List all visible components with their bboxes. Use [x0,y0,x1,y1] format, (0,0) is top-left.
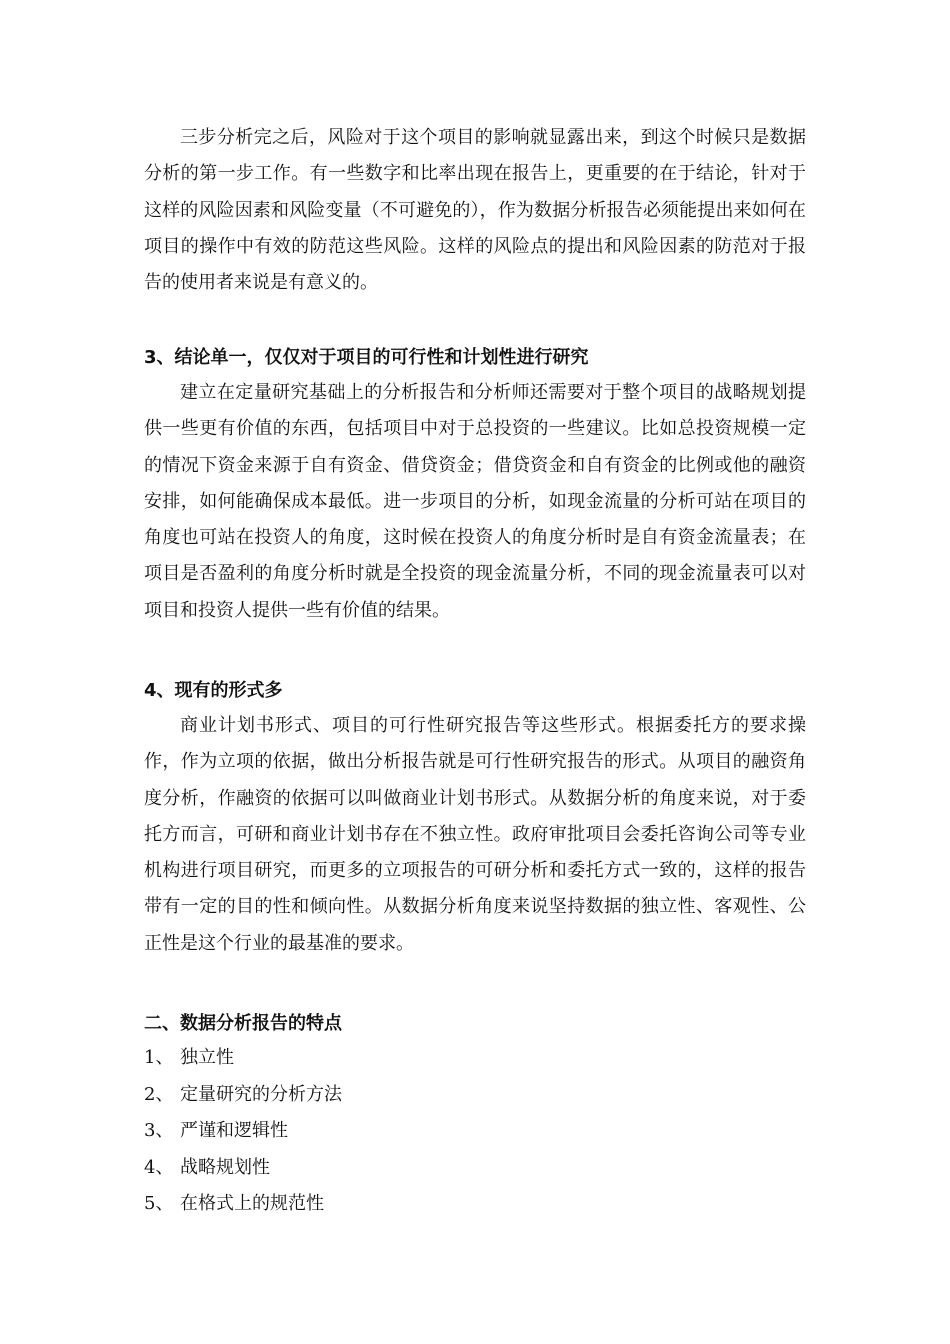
list-item-number: 5、 [144,1193,174,1215]
list-item-text: 定量研究的分析方法 [180,1083,342,1105]
section-4-paragraph: 商业计划书形式、项目的可行性研究报告等这些形式。根据委托方的要求操作，作为立项的依据，做出分析报告就是可行性研究报告的形式。从项目的融资角度分析，作融资的依据可以叫做商业计划书形式。从数据分析的角度来说，对于委托方而言，可研和商业计划书存在不独立性。政府审批项目会委托咨询公司等专业机构进行项目研究，而更多的立项报告的可研分析和委托方式一致的，这样的报告带有一定的目的性和倾向性。从数据分析角度来说坚持数据的独立性、客观性、公正性是这个行业的最基准的要求。 [144,715,806,954]
list-item-number: 1、 [144,1047,174,1068]
list-item-text: 在格式上的规范性 [180,1193,324,1215]
list-item [144,1186,342,1223]
list-item [144,1040,342,1077]
list-item-text: 独立性 [180,1047,234,1068]
list-item [144,1077,342,1114]
section-3-paragraph: 建立在定量研究基础上的分析报告和分析师还需要对于整个项目的战略规划提供一些更有价值的东西，包括项目中对于总投资的一些建议。比如总投资规模一定的情况下资金来源于自有资金、借贷资金；借贷资金和自有资金的比例或他的融资安排，如何能确保成本最低。进一步项目的分析，如现金流量的分析可站在项目的角度也可站在投资人的角度，这时候在投资人的角度分析时是自有资金流量表；在项目是否盈利的角度分析时就是全投资的现金流量分析，不同的现金流量表可以对项目和投资人提供一些有价值的结果。 [144,382,806,621]
list-item [144,1113,342,1150]
list-item-number: 3、 [144,1120,174,1142]
features-heading: 二、数据分析报告的特点 [144,1013,342,1034]
list-item [144,1150,342,1187]
features-list [144,1040,342,1223]
list-item-number: 4、 [144,1156,174,1178]
intro-paragraph: 三步分析完之后，风险对于这个项目的影响就显露出来，到这个时候只是数据分析的第一步工作。有一些数字和比率出现在报告上，更重要的在于结论，针对于这样的风险因素和风险变量（不可避免的），作为数据分析报告必须能提出来如何在项目的操作中有效的防范这些风险。这样的风险点的提出和风险因素的防范对于报告的使用者来说是有意义的。 [144,127,806,294]
section-4-heading: 4、现有的形式多 [144,680,283,701]
list-item-number: 2、 [144,1083,174,1105]
section-3-heading: 3、结论单一，仅仅对于项目的可行性和计划性进行研究 [144,347,589,368]
list-item-text: 严谨和逻辑性 [180,1120,288,1142]
list-item-text: 战略规划性 [180,1156,270,1178]
